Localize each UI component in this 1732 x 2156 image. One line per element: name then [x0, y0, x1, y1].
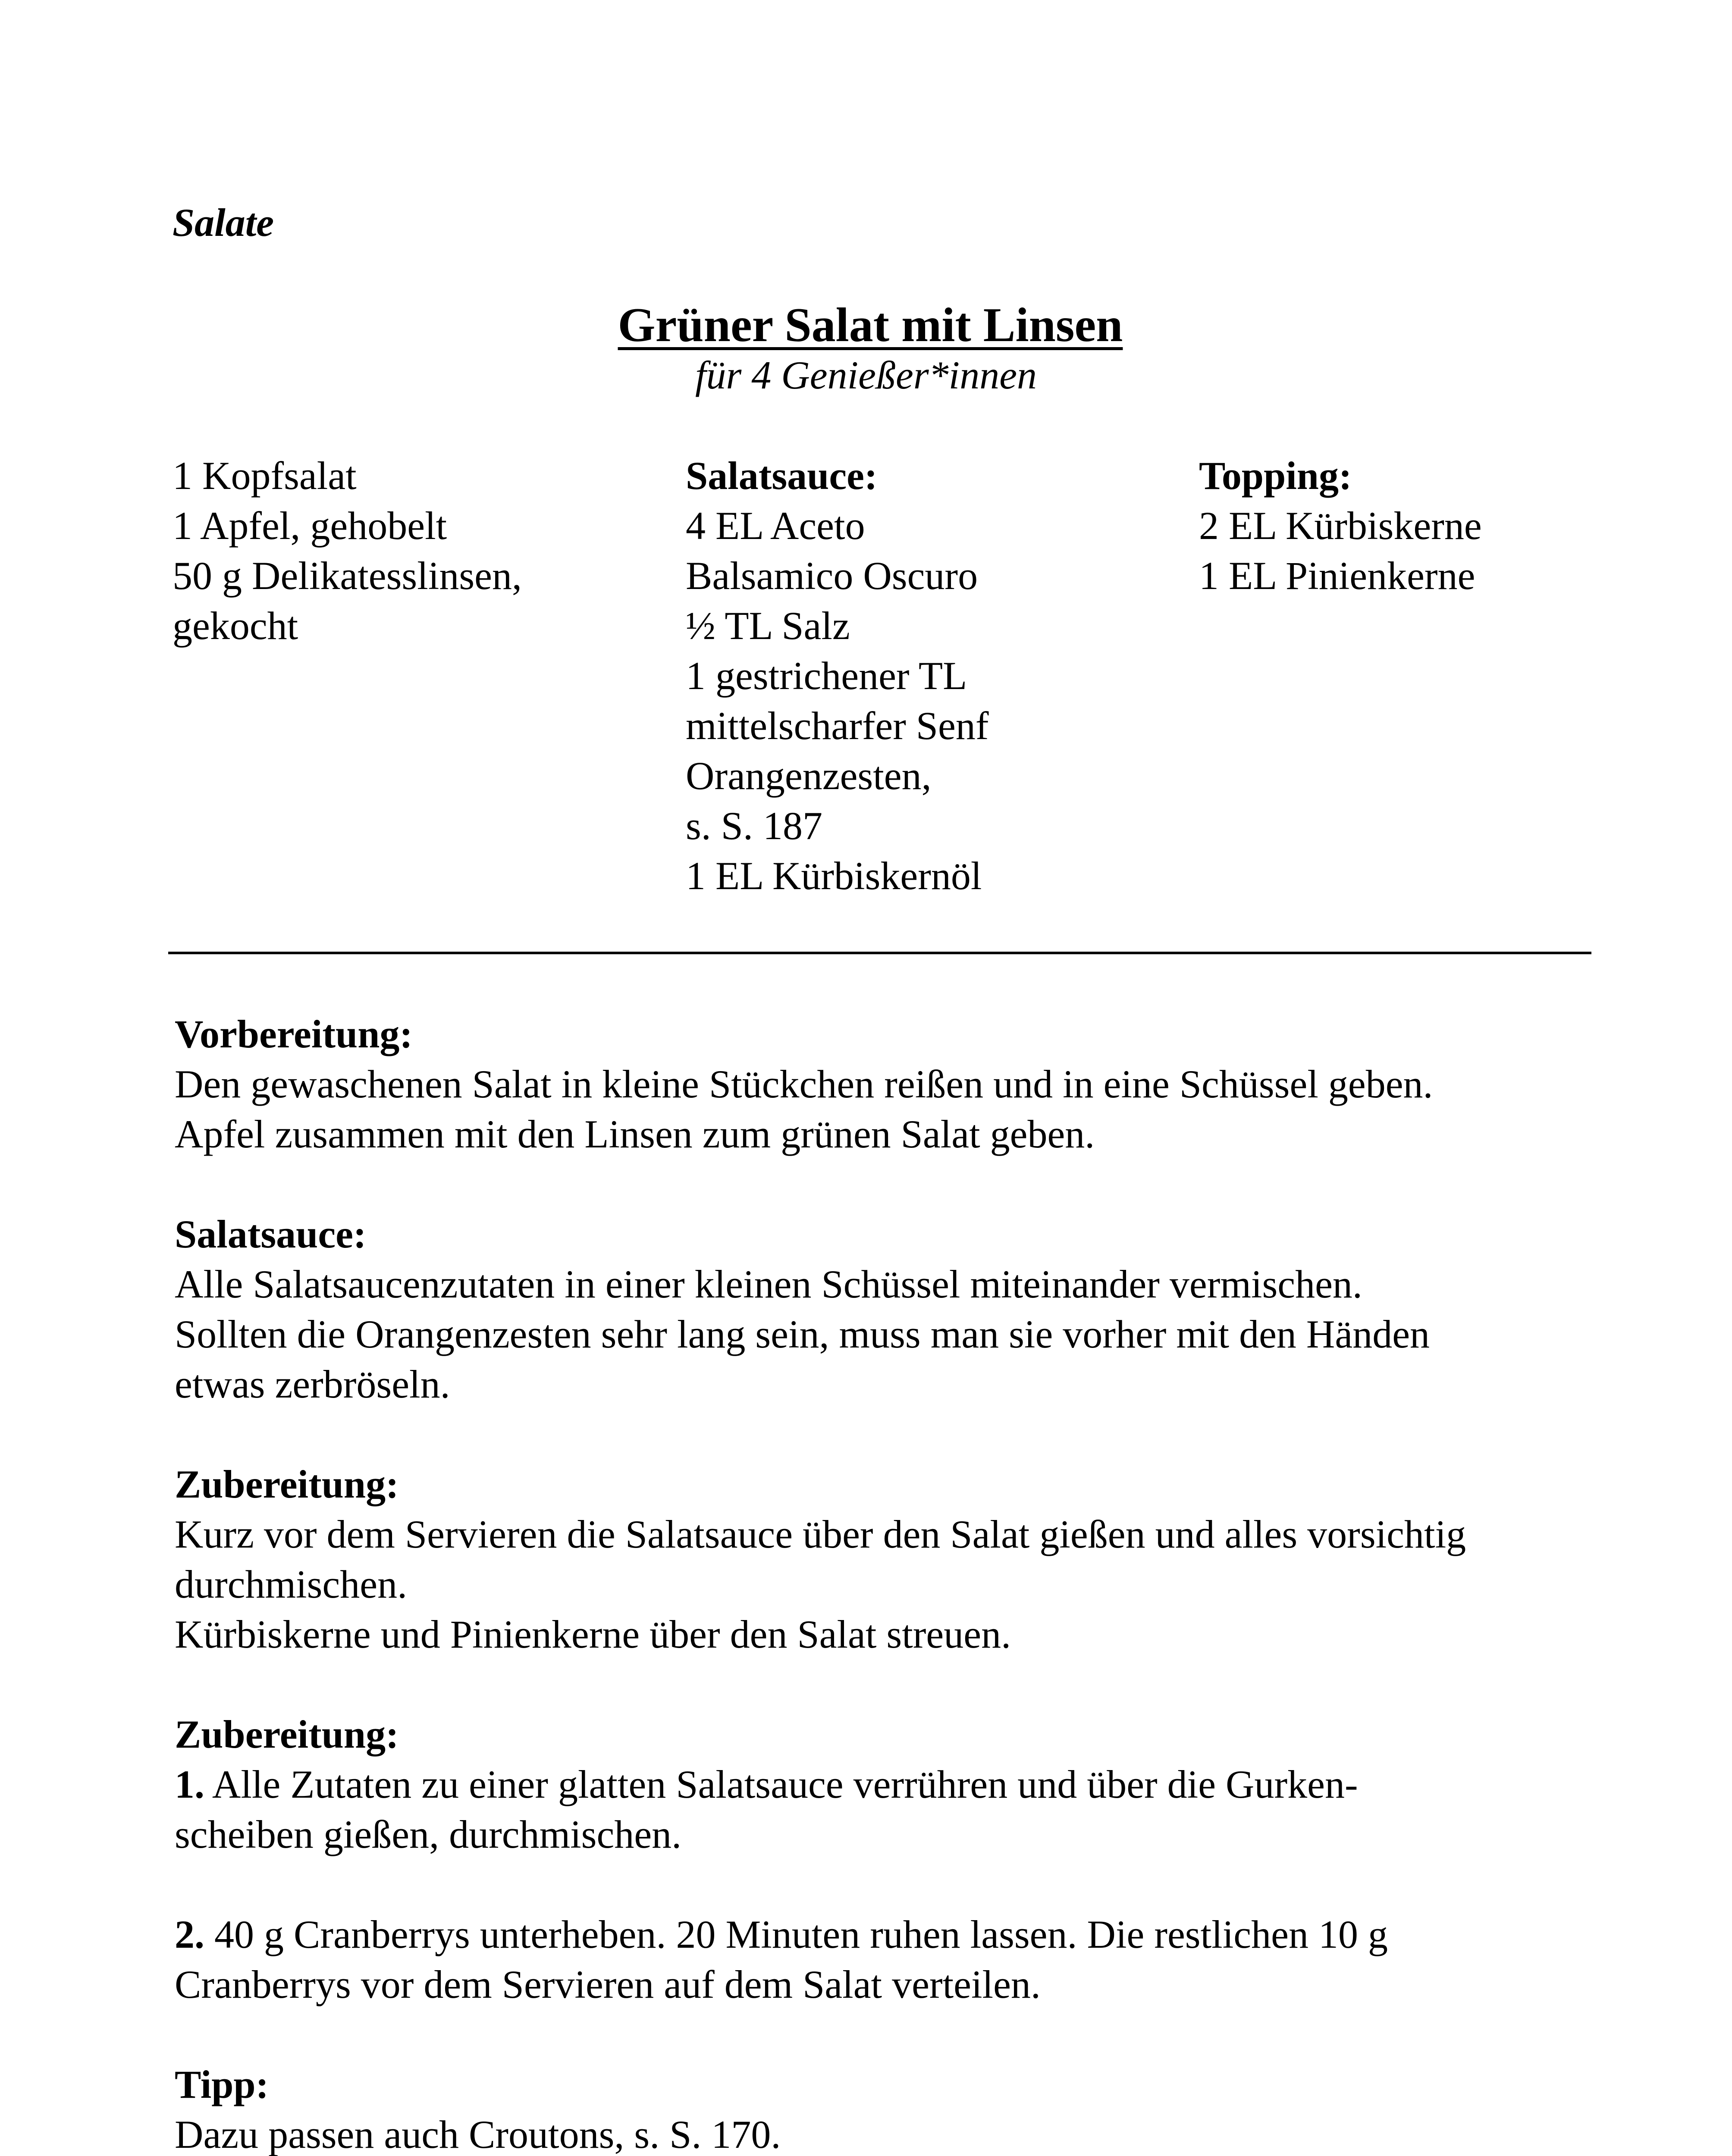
- ingredient-line: 1 Kopfsalat: [173, 454, 357, 498]
- dressing-line: mittelscharfer Senf: [686, 704, 989, 748]
- topping-line: 1 EL Pinienkerne: [1199, 554, 1475, 598]
- ingredients-main-column: [173, 451, 522, 651]
- recipe-servings: für 4 Genießer*innen: [695, 353, 1037, 397]
- zubereitung-block-1: [175, 1459, 1606, 1659]
- instruction-line: Dazu passen auch Croutons, s. S. 170.: [175, 2112, 781, 2156]
- zubereitung-heading: Zubereitung:: [175, 1712, 399, 1756]
- instruction-line: Cranberrys vor dem Servieren auf dem Salat verteilen.: [175, 1962, 1041, 2006]
- instruction-line: scheiben gießen, durchmischen.: [175, 1812, 682, 1856]
- step-text: Alle Zutaten zu einer glatten Salatsauce verrühren und über die Gurken-: [204, 1762, 1358, 1806]
- vorbereitung-heading: Vorbereitung:: [175, 1012, 413, 1056]
- zubereitung-block-2-step-2: [175, 1909, 1606, 2009]
- topping-line: 2 EL Kürbiskerne: [1199, 504, 1482, 548]
- instruction-line: Sollten die Orangenzesten sehr lang sein, muss man sie vorher mit den Händen: [175, 1312, 1430, 1356]
- step-number: 2.: [175, 1912, 204, 1956]
- dressing-line: s. S. 187: [686, 804, 822, 848]
- instruction-line: Den gewaschenen Salat in kleine Stückchen reißen und in eine Schüssel geben.: [175, 1062, 1433, 1106]
- dressing-line: ½ TL Salz: [686, 604, 850, 648]
- dressing-heading: Salatsauce:: [686, 454, 878, 498]
- instruction-line: Kürbiskerne und Pinienkerne über den Salat streuen.: [175, 1612, 1011, 1656]
- ingredient-line: 50 g Delikatesslinsen,: [173, 554, 522, 598]
- instruction-line: Apfel zusammen mit den Linsen zum grünen Salat geben.: [175, 1112, 1095, 1156]
- vorbereitung-block: [175, 1009, 1606, 1159]
- instruction-line: Alle Salatsaucenzutaten in einer kleinen Schüssel miteinander vermischen.: [175, 1262, 1362, 1306]
- zubereitung-block-2: [175, 1709, 1606, 1859]
- dressing-line: Balsamico Oscuro: [686, 554, 978, 598]
- zubereitung-heading: Zubereitung:: [175, 1462, 399, 1506]
- dressing-line: Orangenzesten,: [686, 754, 932, 798]
- ingredient-line: gekocht: [173, 604, 298, 648]
- instruction-line: Kurz vor dem Servieren die Salatsauce über den Salat gießen und alles vorsichtig: [175, 1512, 1466, 1556]
- ingredients-section: [0, 451, 1732, 903]
- salatsauce-heading: Salatsauce:: [175, 1212, 367, 1256]
- instruction-line: durchmischen.: [175, 1562, 408, 1606]
- ingredients-dressing-column: [686, 451, 989, 901]
- instruction-line: etwas zerbröseln.: [175, 1362, 450, 1406]
- section-label: Salate: [173, 201, 274, 244]
- section-divider: [168, 952, 1591, 954]
- dressing-line: 1 EL Kürbiskernöl: [686, 854, 982, 898]
- topping-heading: Topping:: [1199, 454, 1352, 498]
- dressing-line: 1 gestrichener TL: [686, 654, 967, 698]
- tipp-block: [175, 2059, 1606, 2156]
- step-text: 40 g Cranberrys unterheben. 20 Minuten ruhen lassen. Die restlichen 10 g: [204, 1912, 1388, 1956]
- step-number: 1.: [175, 1762, 204, 1806]
- numbered-step-2: [175, 1909, 1606, 1959]
- recipe-title: Grüner Salat mit Linsen: [618, 298, 1123, 352]
- title-block: [0, 298, 1732, 399]
- tipp-heading: Tipp:: [175, 2062, 269, 2106]
- dressing-line: 4 EL Aceto: [686, 504, 865, 548]
- ingredients-topping-column: [1199, 451, 1482, 601]
- ingredient-line: 1 Apfel, gehobelt: [173, 504, 447, 548]
- numbered-step-1: [175, 1759, 1606, 1809]
- salatsauce-block: [175, 1209, 1606, 1409]
- instructions-section: [175, 1009, 1606, 2156]
